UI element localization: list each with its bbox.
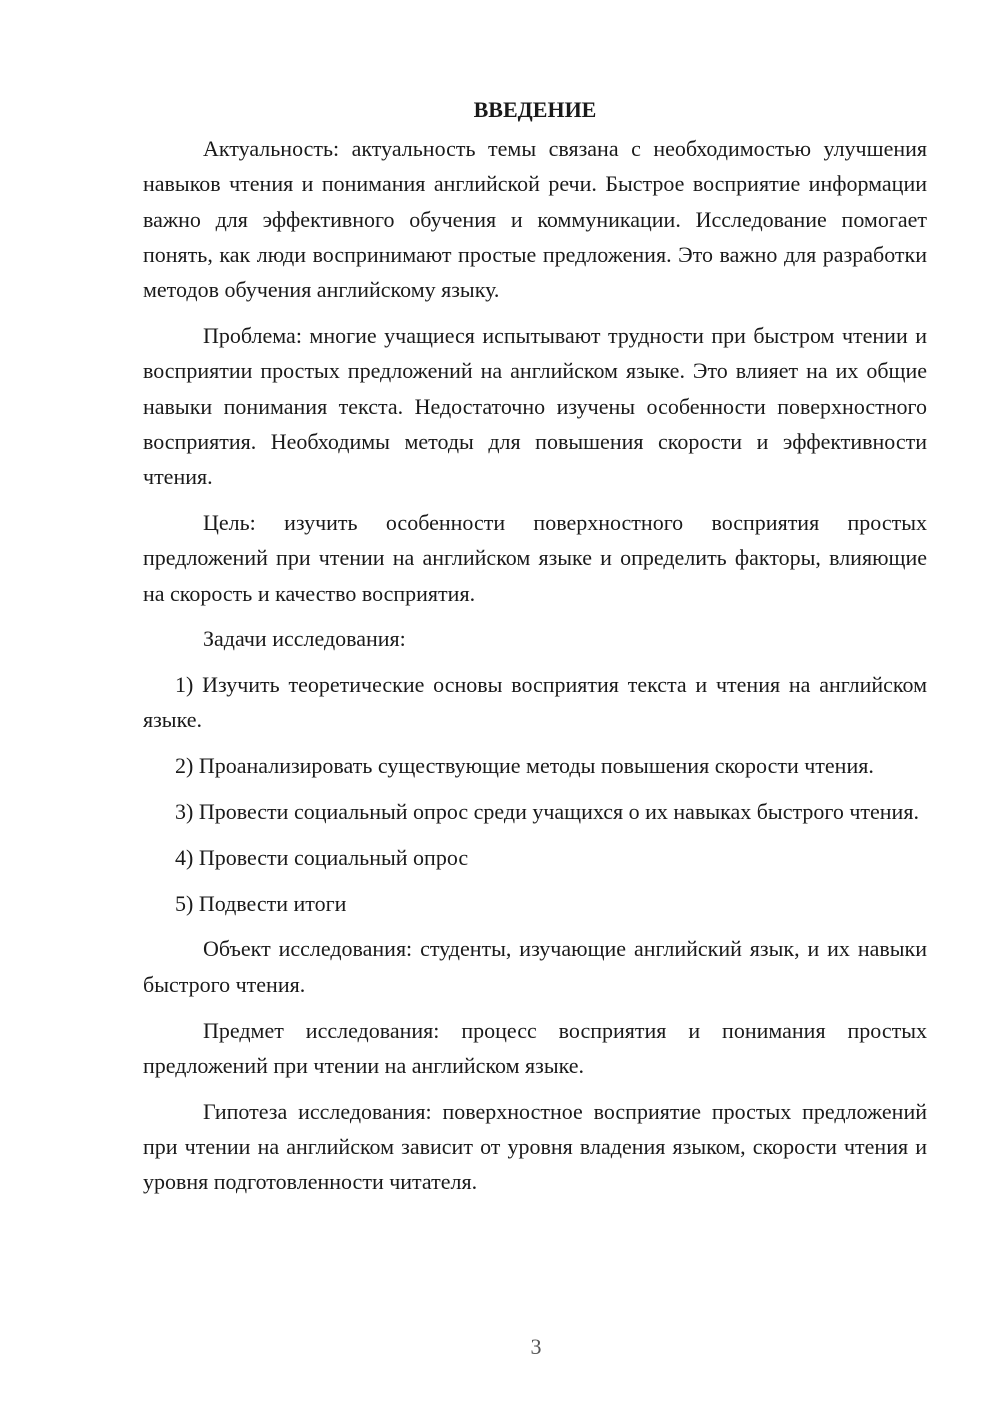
task-item-1: 1) Изучить теоретические основы восприятия текста и чтения на английском языке. <box>143 672 927 733</box>
problem-paragraph: Проблема: многие учащиеся испытывают трудности при быстром чтении и восприятии простых предложений на английском языке. Это влияет на их общие навыки понимания текста. Недостаточно изучены особенности поверхностного восприятия. Необходимы методы для повышения скорости и эффективности чтения. <box>143 322 927 490</box>
relevance-paragraph: Актуальность: актуальность темы связана с необходимостью улучшения навыков чтения и понимания английской речи. Быстрое восприятие информации важно для эффективного обучения и коммуникации. Исследование помогает понять, как люди воспринимают простые предложения. Это важно для разработки методов обучения английскому языку. <box>143 136 927 303</box>
page-content <box>143 92 927 1210</box>
object-paragraph: Объект исследования: студенты, изучающие английский язык, и их навыки быстрого чтения. <box>143 936 927 997</box>
goal-paragraph: Цель: изучить особенности поверхностного восприятия простых предложений при чтении на английском языке и определить факторы, влияющие на скорость и качество восприятия. <box>143 509 927 606</box>
page-number: 3 <box>530 1334 542 1359</box>
task-item-2: 2) Проанализировать существующие методы повышения скорости чтения. <box>175 753 874 779</box>
tasks-heading: Задачи исследования: <box>203 626 406 652</box>
hypothesis-paragraph: Гипотеза исследования: поверхностное восприятие простых предложений при чтении на английском зависит от уровня владения языком, скорости чтения и уровня подготовленности читателя. <box>143 1098 927 1195</box>
task-item-3: 3) Провести социальный опрос среди учащихся о их навыках быстрого чтения. <box>175 799 919 825</box>
task-item-5: 5) Подвести итоги <box>175 890 347 916</box>
section-heading: ВВЕДЕНИЕ <box>473 97 597 122</box>
subject-paragraph: Предмет исследования: процесс восприятия и понимания простых предложений при чтении на английском языке. <box>143 1017 927 1078</box>
task-item-4: 4) Провести социальный опрос <box>175 844 469 870</box>
